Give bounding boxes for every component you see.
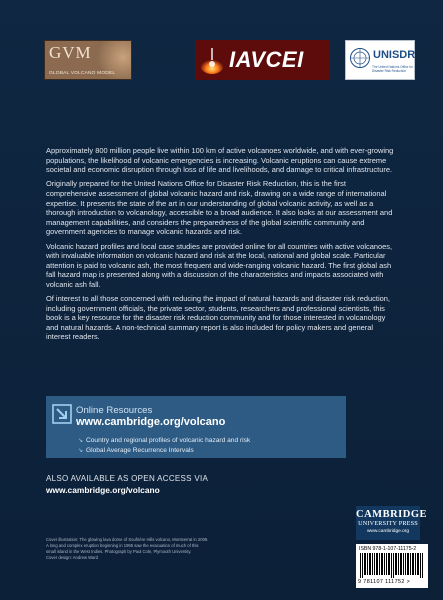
description-paragraph: Of interest to all those concerned with reducing the impact of natural hazards and disaster risk reduction, including government officials, the private sector, students, researchers and professional scientists, this book is a key resource for the disaster risk reduction community and for those interested in volcanology and natural hazards. A non-technical summary report is also included for policy makers and general interest readers. [46, 294, 390, 342]
book-description [46, 146, 398, 347]
online-resource-item [78, 437, 250, 444]
volcano-icon [199, 46, 225, 74]
arrow-bullet-icon: ↘ [78, 448, 84, 454]
publisher-url: www.cambridge.org [366, 529, 410, 534]
credit-line: Cover design: Andrew Ward [46, 555, 98, 560]
unisdr-logo-name: UNISDR [373, 49, 416, 61]
iavcei-logo [195, 40, 330, 80]
publisher-name: CAMBRIDGE [356, 509, 428, 520]
open-access-link[interactable]: www.cambridge.org/volcano [46, 485, 160, 495]
open-access-label: ALSO AVAILABLE AS OPEN ACCESS VIA [46, 474, 209, 483]
gvm-logo [44, 40, 132, 80]
online-resources-box [46, 396, 346, 458]
online-resource-label: Country and regional profiles of volcanic hazard and risk [86, 437, 251, 444]
cover-credits [46, 537, 336, 561]
barcode-graphic [360, 553, 424, 578]
unisdr-logo-subtitle: The United Nations Office for Disaster Risk Reduction [372, 65, 414, 73]
iavcei-logo-name: IAVCEI [229, 47, 304, 72]
unisdr-logo [345, 40, 415, 80]
online-resource-item [78, 447, 194, 454]
isbn-barcode [356, 544, 428, 588]
publisher-press: UNIVERSITY PRESS [358, 520, 418, 527]
un-emblem-icon [349, 47, 371, 69]
arrow-bullet-icon: ↘ [78, 438, 84, 444]
description-paragraph: Volcanic hazard profiles and local case studies are provided online for all countries with active volcanoes, with invaluable information on volcanic hazard and risk at the local, national and global scale. Particular attention is paid to volcanic ash, the most frequent and wide-ranging volcanic hazard. The first global ash fall hazard map is presented along with a discussion of the characteristics and impacts associated with volcanic ash fall. [46, 241, 393, 289]
description-paragraph: Approximately 800 million people live within 100 km of active volcanoes worldwide, and with ever-growing populations, the likelihood of volcanic emergencies is increasing. Volcanic eruptions can cause extreme societal and economic disruption through loss of life and livelihoods, and damage to critical infrastructure. [46, 146, 394, 175]
arrow-icon [52, 404, 72, 424]
isbn-text: ISBN 978-1-107-11175-2 [359, 546, 417, 552]
gvm-logo-name: GVM [49, 43, 92, 62]
credit-line: small island in the West Indies. Photograph by Paul Cole, Plymouth University. [46, 549, 192, 554]
online-resources-title: Online Resources [76, 405, 153, 416]
online-resource-label: Global Average Recurrence Intervals [86, 447, 194, 454]
cambridge-logo [356, 506, 428, 540]
credit-line: Cover illustration: The glowing lava dome of Soufrière Hills volcano, Montserrat in 2009. [46, 537, 209, 542]
description-paragraph: Originally prepared for the United Nations Office for Disaster Risk Reduction, this is the first comprehensive assessment of global volcanic hazard and risk, drawing on a wide range of international expertise. It presents the state of the art in our understanding of global volcanic activity, as well as a thorough introduction to volcanology, accessible to a broad audience. It also looks at our assessment and management capabilities, and considers the preparedness of the global scientific community and government agencies to manage volcanic hazards and risk. [46, 179, 393, 237]
barcode-number: 9 781107 111752 > [358, 579, 411, 585]
credit-line: A long and complex eruption beginning in 1995 saw the evacuation of much of this [46, 543, 199, 548]
online-resources-link[interactable]: www.cambridge.org/volcano [76, 416, 226, 428]
gvm-logo-subtitle: GLOBAL VOLCANO MODEL [49, 71, 116, 76]
